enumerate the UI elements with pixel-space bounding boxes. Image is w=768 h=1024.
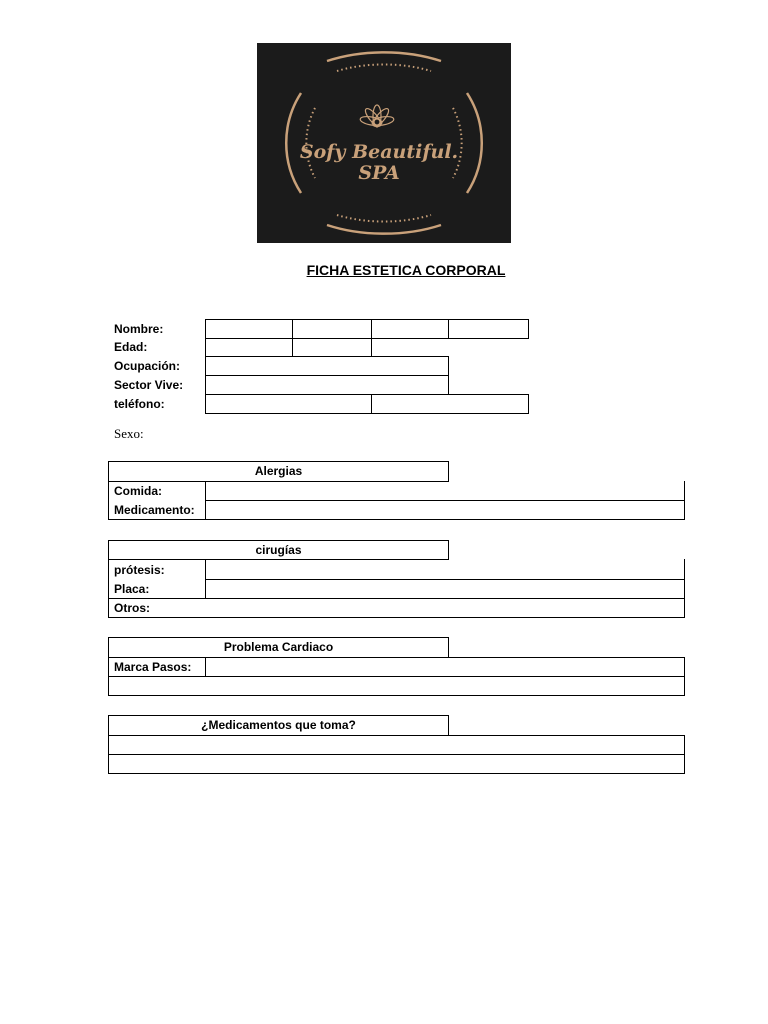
nombre-field-4[interactable] xyxy=(448,319,529,339)
nombre-field-2[interactable] xyxy=(292,319,372,339)
telefono-label: teléfono: xyxy=(114,397,165,411)
marcapasos-label: Marca Pasos: xyxy=(114,660,192,674)
placa-label: Placa: xyxy=(114,582,150,596)
form-title: FICHA ESTETICA CORPORAL xyxy=(306,262,506,278)
alergias-header: Alergias xyxy=(108,461,449,482)
ocupacion-label: Ocupación: xyxy=(114,359,181,373)
protesis-field[interactable] xyxy=(205,559,685,580)
medicamento-field[interactable] xyxy=(205,500,685,520)
otros-field[interactable] xyxy=(108,598,685,618)
medicamentos-header: ¿Medicamentos que toma? xyxy=(108,715,449,736)
otros-label: Otros: xyxy=(114,601,150,615)
cardiaco-header: Problema Cardiaco xyxy=(108,637,449,658)
edad-field-3[interactable] xyxy=(371,338,449,357)
logo-graphic xyxy=(257,43,511,243)
marcapasos-field[interactable] xyxy=(206,658,684,676)
comida-field[interactable] xyxy=(205,481,685,501)
nombre-field-1[interactable] xyxy=(205,319,293,339)
ocupacion-field[interactable] xyxy=(205,356,449,376)
telefono-field-1[interactable] xyxy=(205,394,372,414)
telefono-field-2[interactable] xyxy=(371,394,529,414)
lotus-icon xyxy=(360,105,395,128)
placa-field[interactable] xyxy=(205,579,685,599)
logo-line2: SPA xyxy=(358,162,400,184)
edad-field-1[interactable] xyxy=(205,338,293,357)
cirugias-header: cirugías xyxy=(108,540,449,560)
comida-label: Comida: xyxy=(114,484,162,498)
protesis-label: prótesis: xyxy=(114,563,165,577)
edad-field-2[interactable] xyxy=(292,338,372,357)
logo-line1: Sofy Beautiful. xyxy=(299,141,459,163)
edad-label: Edad: xyxy=(114,340,148,354)
nombre-field-3[interactable] xyxy=(371,319,449,339)
nombre-label: Nombre: xyxy=(114,322,164,336)
spa-logo xyxy=(257,43,511,243)
medicamento-label: Medicamento: xyxy=(114,503,195,517)
sector-field[interactable] xyxy=(205,375,449,395)
medicamentos-field-1[interactable] xyxy=(108,735,685,755)
cardiaco-extra-field[interactable] xyxy=(108,676,685,696)
sector-label: Sector Vive: xyxy=(114,378,184,392)
medicamentos-field-2[interactable] xyxy=(108,754,685,774)
sexo-label: Sexo: xyxy=(114,426,144,441)
